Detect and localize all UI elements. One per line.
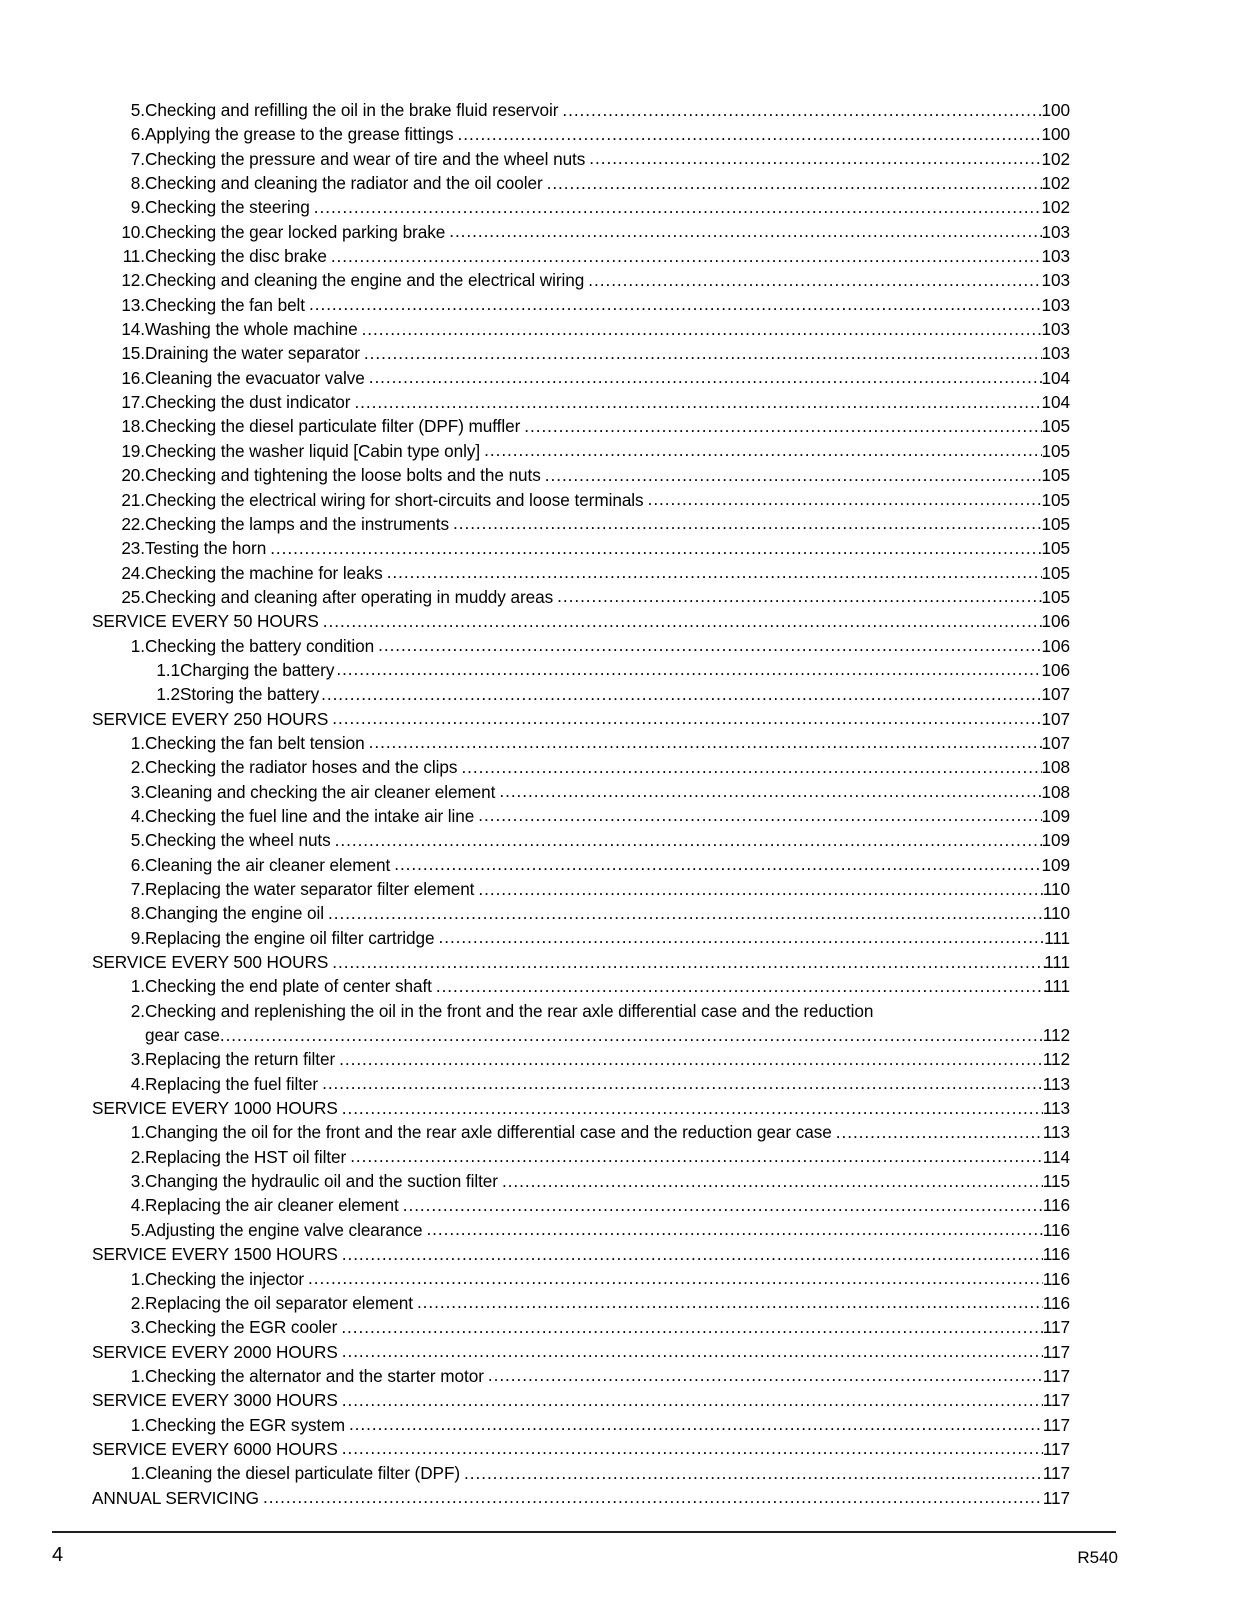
toc-page-number: 117 [1042, 1390, 1070, 1411]
toc-page-number: 109 [1041, 854, 1070, 875]
toc-section-heading[interactable] [92, 1096, 1070, 1120]
toc-entry[interactable] [92, 1413, 1070, 1437]
toc-entry-number: 1. [130, 1365, 145, 1386]
toc-entry[interactable] [92, 585, 1070, 609]
toc-entry-label: Storing the battery [180, 684, 320, 705]
toc-entry[interactable] [92, 536, 1070, 560]
toc-entry-label: Replacing the engine oil filter cartridge [145, 927, 435, 948]
toc-page-number: 113 [1042, 1073, 1070, 1094]
toc-entry-label-continued: gear case [145, 1025, 220, 1046]
toc-entry-number: 13. [121, 294, 145, 315]
toc-dot-leader [332, 950, 1046, 974]
toc-entry-label: Checking the lamps and the instruments [145, 513, 450, 534]
toc-entry[interactable] [92, 561, 1070, 585]
toc-dot-leader [439, 925, 1047, 949]
toc-entry-number: 9. [130, 927, 145, 948]
toc-page-number: 103 [1041, 319, 1070, 340]
toc-dot-leader [588, 268, 1041, 292]
toc-entry-label: Adjusting the engine valve clearance [145, 1219, 423, 1240]
toc-dot-leader [449, 219, 1041, 243]
toc-page-number: 102 [1041, 148, 1070, 169]
toc-entry-number: 5. [130, 830, 145, 851]
toc-page-number: 117 [1042, 1438, 1070, 1459]
toc-page-number: 106 [1041, 635, 1070, 656]
toc-entry[interactable] [92, 268, 1070, 292]
toc-page-number: 105 [1041, 513, 1070, 534]
toc-entry-label: Checking the fuel line and the intake air line [145, 805, 475, 826]
toc-entry-number: 5. [130, 100, 145, 120]
toc-entry-label: Changing the oil for the front and the rear axle differential case and the reduction gear case [145, 1122, 832, 1143]
toc-dot-leader [436, 974, 1046, 998]
toc-entry-number: 4. [130, 1073, 145, 1094]
toc-section-heading[interactable] [92, 1340, 1070, 1364]
toc-entry-label: Replacing the return filter [145, 1049, 336, 1070]
toc-dot-leader [342, 1436, 1043, 1460]
toc-dot-leader [545, 463, 1042, 487]
toc-entry-label: Checking the fan belt [145, 294, 306, 315]
toc-dot-leader [648, 487, 1042, 511]
toc-dot-leader [336, 657, 1041, 681]
toc-entry-number: 8. [130, 903, 145, 924]
toc-section-title: SERVICE EVERY 2000 HOURS [92, 1341, 338, 1362]
toc-entry-label: Washing the whole machine [145, 319, 358, 340]
toc-entry[interactable] [92, 877, 1070, 901]
toc-entry-label: Checking the washer liquid [Cabin type only] [145, 440, 481, 461]
toc-entry-label: Cleaning the air cleaner element [145, 854, 391, 875]
toc-entry-number: 2. [130, 1292, 145, 1313]
toc-page-number: 105 [1041, 465, 1070, 486]
toc-entry[interactable] [92, 926, 1070, 950]
toc-dot-leader [314, 195, 1042, 219]
toc-entry-label: Checking and cleaning the engine and the electrical wiring [145, 270, 585, 291]
toc-entry[interactable] [92, 488, 1070, 512]
toc-page-number: 100 [1041, 100, 1070, 120]
toc-dot-leader [364, 341, 1042, 365]
toc-dot-leader [478, 803, 1041, 827]
toc-page-number: 111 [1044, 952, 1070, 973]
toc-dot-leader [417, 1290, 1043, 1314]
toc-entry-number: 16. [121, 367, 145, 388]
toc-entry[interactable] [92, 341, 1070, 365]
toc-page-number: 103 [1041, 246, 1070, 267]
toc-dot-leader [458, 122, 1042, 146]
toc-dot-leader [484, 438, 1041, 462]
toc-entry[interactable] [92, 317, 1070, 341]
toc-entry[interactable] [92, 171, 1070, 195]
toc-section-heading[interactable] [92, 707, 1070, 731]
toc-dot-leader [478, 877, 1042, 901]
toc-page-number: 112 [1042, 1049, 1070, 1070]
toc-dot-leader [308, 1266, 1043, 1290]
toc-entry-label: Checking the alternator and the starter motor [145, 1365, 484, 1386]
toc-page-number: 105 [1041, 440, 1070, 461]
toc-entry-label: Checking the pressure and wear of tire and the wheel nuts [145, 148, 586, 169]
toc-entry-label: Checking the injector [145, 1268, 305, 1289]
toc-entry-label: Testing the horn [145, 538, 267, 559]
toc-entry[interactable] [92, 682, 1070, 706]
toc-page-number: 114 [1042, 1146, 1070, 1167]
toc-dot-leader [369, 365, 1042, 389]
toc-entry[interactable] [92, 1072, 1070, 1096]
toc-entry-number: 1. [130, 1463, 145, 1484]
toc-entry-label: Checking and cleaning the radiator and the oil cooler [145, 173, 543, 194]
toc-page-number: 103 [1041, 270, 1070, 291]
toc-page-number: 105 [1041, 586, 1070, 607]
toc-page-number: 106 [1041, 611, 1070, 632]
toc-entry[interactable] [92, 244, 1070, 268]
toc-section-heading[interactable] [92, 1242, 1070, 1266]
toc-page-number: 110 [1042, 903, 1070, 924]
toc-page-number: 105 [1041, 416, 1070, 437]
toc-dot-leader [836, 1120, 1043, 1144]
toc-entry[interactable] [92, 1047, 1070, 1071]
toc-entry-number: 1.2 [156, 684, 180, 705]
toc-page-number: 111 [1044, 976, 1070, 997]
toc-entry-label: Cleaning the diesel particulate filter (DPF) [145, 1463, 461, 1484]
toc-entry[interactable] [92, 804, 1070, 828]
toc-dot-leader [341, 1315, 1042, 1339]
toc-dot-leader [362, 317, 1042, 341]
toc-entry[interactable] [92, 974, 1070, 998]
toc-entry-label: Checking and replenishing the oil in the front and the rear axle differential case and the reduction [145, 1000, 874, 1021]
toc-entry-label: Replacing the air cleaner element [145, 1195, 399, 1216]
toc-page-number: 102 [1041, 197, 1070, 218]
toc-dot-leader [547, 171, 1042, 195]
toc-page-number: 113 [1042, 1122, 1070, 1143]
toc-section-title: SERVICE EVERY 250 HOURS [92, 708, 329, 729]
toc-dot-leader [309, 292, 1042, 316]
toc-entry[interactable] [92, 1461, 1070, 1485]
toc-entry[interactable] [92, 147, 1070, 171]
toc-entry-label: Charging the battery [180, 659, 335, 680]
toc-entry-label: Checking the battery condition [145, 635, 375, 656]
toc-entry-label: Checking the electrical wiring for short-circuits and loose terminals [145, 489, 644, 510]
toc-dot-leader [453, 511, 1042, 535]
toc-section-title: SERVICE EVERY 6000 HOURS [92, 1438, 338, 1459]
toc-entry-label: Changing the engine oil [145, 903, 325, 924]
toc-entry[interactable] [92, 731, 1070, 755]
toc-section-title: SERVICE EVERY 1000 HOURS [92, 1098, 338, 1119]
toc-dot-leader [263, 1485, 1043, 1509]
toc-entry[interactable] [92, 1120, 1070, 1144]
toc-entry-label: Checking the end plate of center shaft [145, 976, 432, 997]
toc-section-heading[interactable] [92, 1388, 1070, 1412]
toc-entry-number: 15. [121, 343, 145, 364]
toc-entry[interactable] [92, 439, 1070, 463]
toc-entry[interactable] [92, 901, 1070, 925]
toc-page-number: 112 [1042, 1025, 1070, 1046]
toc-entry-label: Draining the water separator [145, 343, 360, 364]
toc-dot-leader [461, 755, 1041, 779]
toc-entry-label: Replacing the water separator filter element [145, 879, 475, 899]
toc-page-number: 117 [1042, 1414, 1070, 1435]
toc-entry-number: 6. [130, 124, 145, 145]
toc-entry[interactable] [92, 634, 1070, 658]
toc-page-number: 117 [1042, 1341, 1070, 1362]
toc-section-heading[interactable] [92, 1437, 1070, 1461]
toc-dot-leader [369, 730, 1042, 754]
footer-page-number: 4 [52, 1544, 64, 1566]
toc-entry-number: 8. [130, 173, 145, 194]
toc-page-number: 117 [1042, 1317, 1070, 1338]
toc-entry-number: 1. [130, 1122, 145, 1143]
toc-entry[interactable] [92, 1267, 1070, 1291]
toc-entry-label: Checking and cleaning after operating in muddy areas [145, 586, 554, 607]
toc-entry[interactable] [92, 755, 1070, 779]
toc-entry-number: 23. [121, 538, 145, 559]
toc-page-number: 108 [1041, 781, 1070, 802]
toc-section-heading[interactable] [92, 1486, 1070, 1510]
toc-dot-leader [323, 609, 1042, 633]
toc-entry-number: 14. [121, 319, 145, 340]
toc-entry-number: 2. [130, 1146, 145, 1167]
footer-manual-code: R540 [1077, 1548, 1118, 1567]
footer-divider [52, 1531, 1116, 1533]
toc-entry[interactable] [92, 1169, 1070, 1193]
toc-entry-number: 3. [130, 1317, 145, 1338]
toc-page-number: 108 [1041, 757, 1070, 778]
toc-entry[interactable] [92, 1315, 1070, 1339]
toc-entry-number: 7. [130, 879, 145, 899]
toc-entry-label: Checking the radiator hoses and the clips [145, 757, 458, 778]
toc-section-title: SERVICE EVERY 3000 HOURS [92, 1390, 338, 1411]
toc-entry[interactable] [92, 414, 1070, 438]
toc-entry-number: 10. [121, 221, 145, 242]
toc-page-number: 104 [1041, 392, 1070, 413]
toc-dot-leader [557, 584, 1041, 608]
toc-dot-leader [499, 779, 1041, 803]
toc-entry-number: 1.1 [156, 659, 180, 680]
toc-page-number: 116 [1042, 1292, 1070, 1313]
toc-dot-leader [220, 1023, 1043, 1047]
toc-dot-leader [335, 828, 1042, 852]
toc-page-number: 107 [1041, 684, 1070, 705]
toc-page-number: 113 [1042, 1098, 1070, 1119]
toc-dot-leader [403, 1193, 1043, 1217]
toc-entry-label: Checking the dust indicator [145, 392, 351, 413]
toc-entry-label: Cleaning and checking the air cleaner element [145, 781, 496, 802]
toc-entry-label: Checking the fan belt tension [145, 732, 365, 753]
toc-dot-leader [378, 633, 1041, 657]
toc-page-number: 104 [1041, 367, 1070, 388]
toc-page-number: 116 [1042, 1244, 1070, 1265]
toc-entry-label: Cleaning the evacuator valve [145, 367, 365, 388]
toc-page-number: 105 [1041, 538, 1070, 559]
toc-dot-leader [342, 1339, 1043, 1363]
toc-entry-number: 3. [130, 781, 145, 802]
toc-entry[interactable] [92, 293, 1070, 317]
toc-page-number: 103 [1041, 221, 1070, 242]
toc-entry-number: 11. [122, 246, 145, 267]
toc-entry-number: 4. [130, 805, 145, 826]
toc-entry[interactable] [92, 98, 1070, 122]
toc-entry-number: 1. [130, 1268, 145, 1289]
toc-entry-number: 20. [121, 465, 145, 486]
toc-entry[interactable] [92, 366, 1070, 390]
toc-dot-leader [589, 146, 1041, 170]
toc-dot-leader [342, 1096, 1043, 1120]
toc-dot-leader [322, 1071, 1043, 1095]
toc-entry-number: 22. [121, 513, 145, 534]
toc-page-number: 102 [1041, 173, 1070, 194]
toc-entry[interactable] [92, 1291, 1070, 1315]
toc-entry-label: Checking the machine for leaks [145, 562, 383, 583]
toc-entry-number: 2. [130, 757, 145, 778]
toc-page-number: 107 [1041, 732, 1070, 753]
toc-dot-leader [342, 1242, 1043, 1266]
toc-page-number: 111 [1044, 927, 1070, 948]
toc-entry-number: 3. [130, 1049, 145, 1070]
toc-dot-leader [488, 1363, 1043, 1387]
toc-entry[interactable] [92, 853, 1070, 877]
toc-page-number: 105 [1041, 489, 1070, 510]
toc-entry-number: 17. [121, 392, 145, 413]
toc-entry-label: Changing the hydraulic oil and the suction filter [145, 1171, 498, 1192]
toc-dot-leader [464, 1461, 1043, 1485]
toc-dot-leader [350, 1144, 1043, 1168]
toc-entry-number: 21. [121, 489, 145, 510]
toc-entry-label: Replacing the fuel filter [145, 1073, 319, 1094]
toc-section-title: SERVICE EVERY 50 HOURS [92, 611, 319, 632]
toc-entry-number: 18. [121, 416, 145, 437]
toc-entry[interactable] [92, 463, 1070, 487]
toc-entry-label: Checking the EGR system [145, 1414, 345, 1435]
toc-dot-leader [331, 244, 1042, 268]
toc-entry-label: Checking the diesel particulate filter (DPF) muffler [145, 416, 521, 437]
toc-entry-number: 24. [121, 562, 145, 583]
toc-dot-leader [342, 1388, 1043, 1412]
toc-entry[interactable] [92, 390, 1070, 414]
toc-entry-number: 1. [130, 1414, 145, 1435]
toc-page-number: 117 [1042, 1487, 1070, 1508]
toc-entry[interactable] [92, 122, 1070, 146]
toc-section-heading[interactable] [92, 950, 1070, 974]
toc-entry[interactable] [92, 828, 1070, 852]
toc-entry-number: 2. [130, 1000, 145, 1021]
toc-page-number: 117 [1042, 1463, 1070, 1484]
toc-page-number: 103 [1041, 343, 1070, 364]
toc-dot-leader [426, 1217, 1042, 1241]
toc-entry-number: 6. [130, 854, 145, 875]
toc-entry[interactable] [92, 1145, 1070, 1169]
toc-page-number: 100 [1041, 124, 1070, 145]
toc-dot-leader [270, 536, 1041, 560]
toc-dot-leader [354, 390, 1041, 414]
toc-section-title: SERVICE EVERY 500 HOURS [92, 952, 329, 973]
toc-page-number: 106 [1041, 659, 1070, 680]
toc-entry[interactable] [92, 1218, 1070, 1242]
toc-page-number: 117 [1042, 1365, 1070, 1386]
toc-page-number: 107 [1041, 708, 1070, 729]
toc-dot-leader [387, 560, 1042, 584]
toc-entry-number: 5. [130, 1219, 145, 1240]
toc-section-title: SERVICE EVERY 1500 HOURS [92, 1244, 338, 1265]
toc-dot-leader [339, 1047, 1043, 1071]
toc-entry-number: 1. [130, 635, 145, 656]
toc-dot-leader [394, 852, 1041, 876]
toc-dot-leader [321, 682, 1041, 706]
toc-page-number: 103 [1041, 294, 1070, 315]
toc-entry[interactable] [92, 1364, 1070, 1388]
toc-entry-number: 25. [121, 586, 145, 607]
table-of-contents [92, 98, 1070, 1510]
toc-page-number: 116 [1042, 1268, 1070, 1289]
toc-entry-label: Replacing the oil separator element [145, 1292, 413, 1313]
toc-entry-number: 1. [130, 976, 145, 997]
toc-page-number: 116 [1042, 1219, 1070, 1240]
toc-entry[interactable] [92, 780, 1070, 804]
toc-entry-number: 3. [130, 1171, 145, 1192]
toc-dot-leader [332, 706, 1041, 730]
toc-dot-leader [328, 901, 1043, 925]
toc-entry-number: 9. [130, 197, 145, 218]
toc-page-number: 109 [1041, 805, 1070, 826]
toc-entry[interactable] [92, 220, 1070, 244]
toc-dot-leader [562, 98, 1041, 122]
toc-entry-label: Checking the wheel nuts [145, 830, 331, 851]
toc-entry[interactable] [92, 1193, 1070, 1217]
toc-entry-label: Checking and tightening the loose bolts and the nuts [145, 465, 541, 486]
toc-entry-number: 4. [130, 1195, 145, 1216]
toc-section-heading[interactable] [92, 609, 1070, 633]
toc-dot-leader [524, 414, 1041, 438]
toc-entry[interactable] [92, 999, 1070, 1048]
toc-entry[interactable] [92, 658, 1070, 682]
toc-entry-number: 12. [121, 270, 145, 291]
toc-entry-label: Checking and refilling the oil in the brake fluid reservoir [145, 100, 559, 120]
toc-section-title: ANNUAL SERVICING [92, 1487, 259, 1508]
toc-entry-number: 7. [130, 148, 145, 169]
toc-entry-label: Applying the grease to the grease fittings [145, 124, 454, 145]
toc-entry[interactable] [92, 195, 1070, 219]
toc-entry-label: Checking the gear locked parking brake [145, 221, 446, 242]
toc-entry-label: Checking the steering [145, 197, 310, 218]
toc-page-number: 115 [1042, 1171, 1070, 1192]
toc-entry-label: Checking the disc brake [145, 246, 327, 267]
toc-entry[interactable] [92, 512, 1070, 536]
toc-entry-number: 19. [121, 440, 145, 461]
toc-dot-leader [349, 1412, 1043, 1436]
toc-dot-leader [502, 1169, 1043, 1193]
toc-entry-label: Replacing the HST oil filter [145, 1146, 347, 1167]
toc-entry-label: Checking the EGR cooler [145, 1317, 338, 1338]
toc-page-number: 110 [1042, 879, 1070, 899]
toc-entry-number: 1. [130, 732, 145, 753]
toc-page-number: 109 [1041, 830, 1070, 851]
toc-page-number: 116 [1042, 1195, 1070, 1216]
toc-page-number: 105 [1041, 562, 1070, 583]
